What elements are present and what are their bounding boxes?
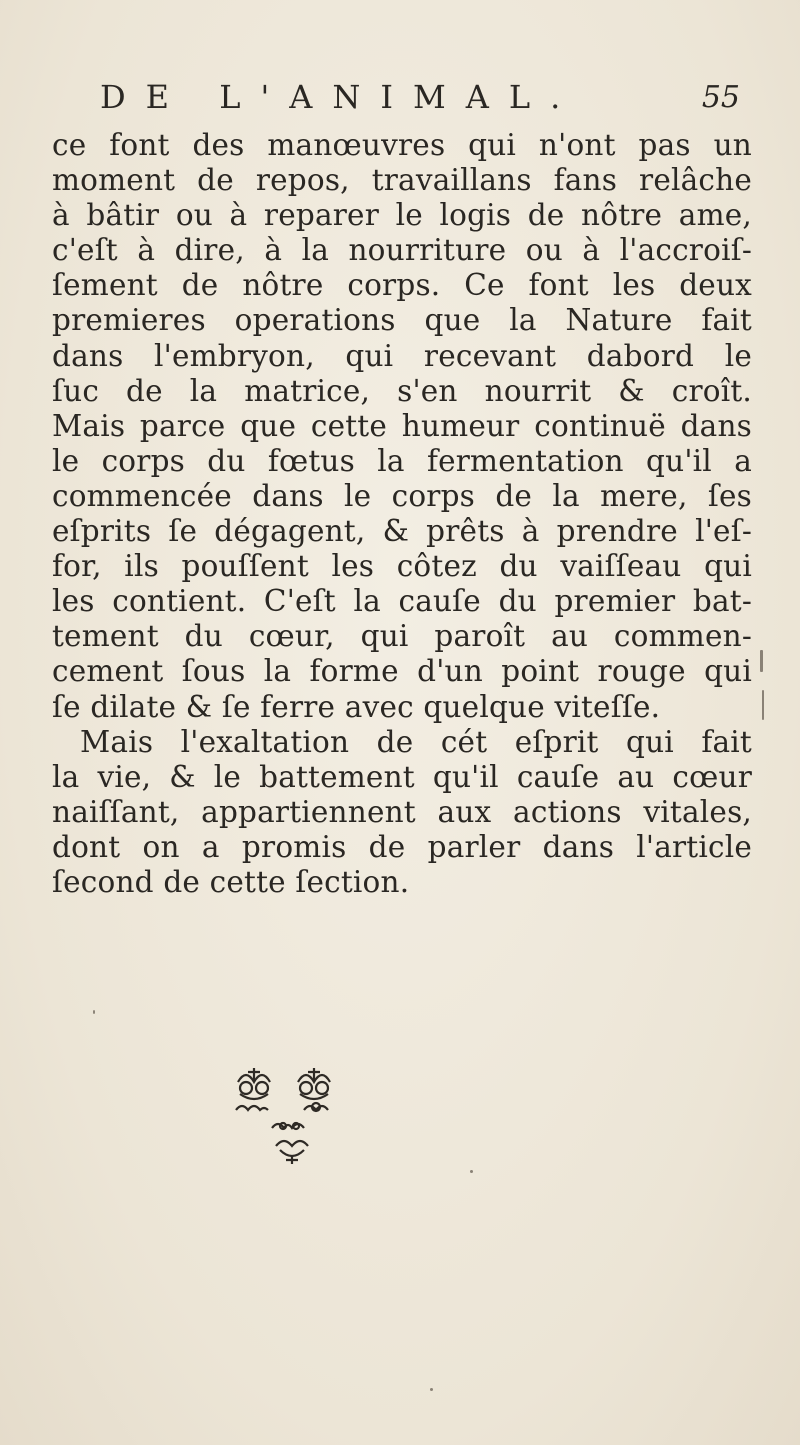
page-header (100, 78, 740, 122)
text-line: moment de repos, travaillans fans relâche (52, 163, 752, 198)
page-blemish (93, 1010, 95, 1014)
text-line: à bâtir ou à reparer le logis de nôtre ame, (52, 198, 752, 233)
running-head: DE L'ANIMAL. (100, 78, 581, 116)
text-line: naiſſant, appartiennent aux actions vitales, (52, 794, 752, 829)
page-blemish (762, 690, 764, 720)
page-blemish (760, 650, 763, 672)
text-line: ſuc de la matrice, s'en nourrit & croît. (52, 373, 752, 408)
text-line: dont on a promis de parler dans l'article (52, 829, 752, 864)
text-line: dans l'embryon, qui recevant dabord le (52, 338, 752, 373)
text-line: tement du cœur, qui paroît au commen- (52, 619, 752, 654)
text-line: la vie, & le battement qu'il cauſe au cœur (52, 759, 752, 794)
text-line: les contient. C'eſt la cauſe du premier bat- (52, 584, 752, 619)
text-line: c'eſt à dire, à la nourriture ou à l'accroiſ- (52, 233, 752, 268)
text-line: ce font des manœuvres qui n'ont pas un (52, 128, 752, 162)
text-line: eſprits ſe dégagent, & prêts à prendre l'eſ- (52, 514, 752, 549)
text-line: commencée dans le corps de la mere, ſes (52, 478, 752, 513)
body-text (52, 128, 752, 900)
page-number: 55 (701, 80, 740, 115)
page-blemish (470, 1170, 473, 1173)
text-line: ſement de nôtre corps. Ce font les deux (52, 268, 752, 303)
paragraph-start-line: Mais l'exaltation de cét eſprit qui fait (80, 724, 752, 759)
text-line: cement ſous la forme d'un point rouge qui (52, 654, 752, 689)
text-line: for, ils pouſſent les côtez du vaiſſeau qui (52, 549, 752, 584)
fleuron-ornament-icon (228, 1060, 353, 1170)
text-line: Mais parce que cette humeur continuë dans (52, 408, 752, 443)
text-line: ſecond de cette ſection. (52, 864, 410, 899)
text-line: le corps du fœtus la fermentation qu'il a (52, 443, 752, 478)
text-line: premieres operations que la Nature fait (52, 303, 752, 338)
text-line: ſe dilate & ſe ferre avec quelque viteſſe. (52, 689, 661, 724)
page-blemish (430, 1388, 433, 1391)
